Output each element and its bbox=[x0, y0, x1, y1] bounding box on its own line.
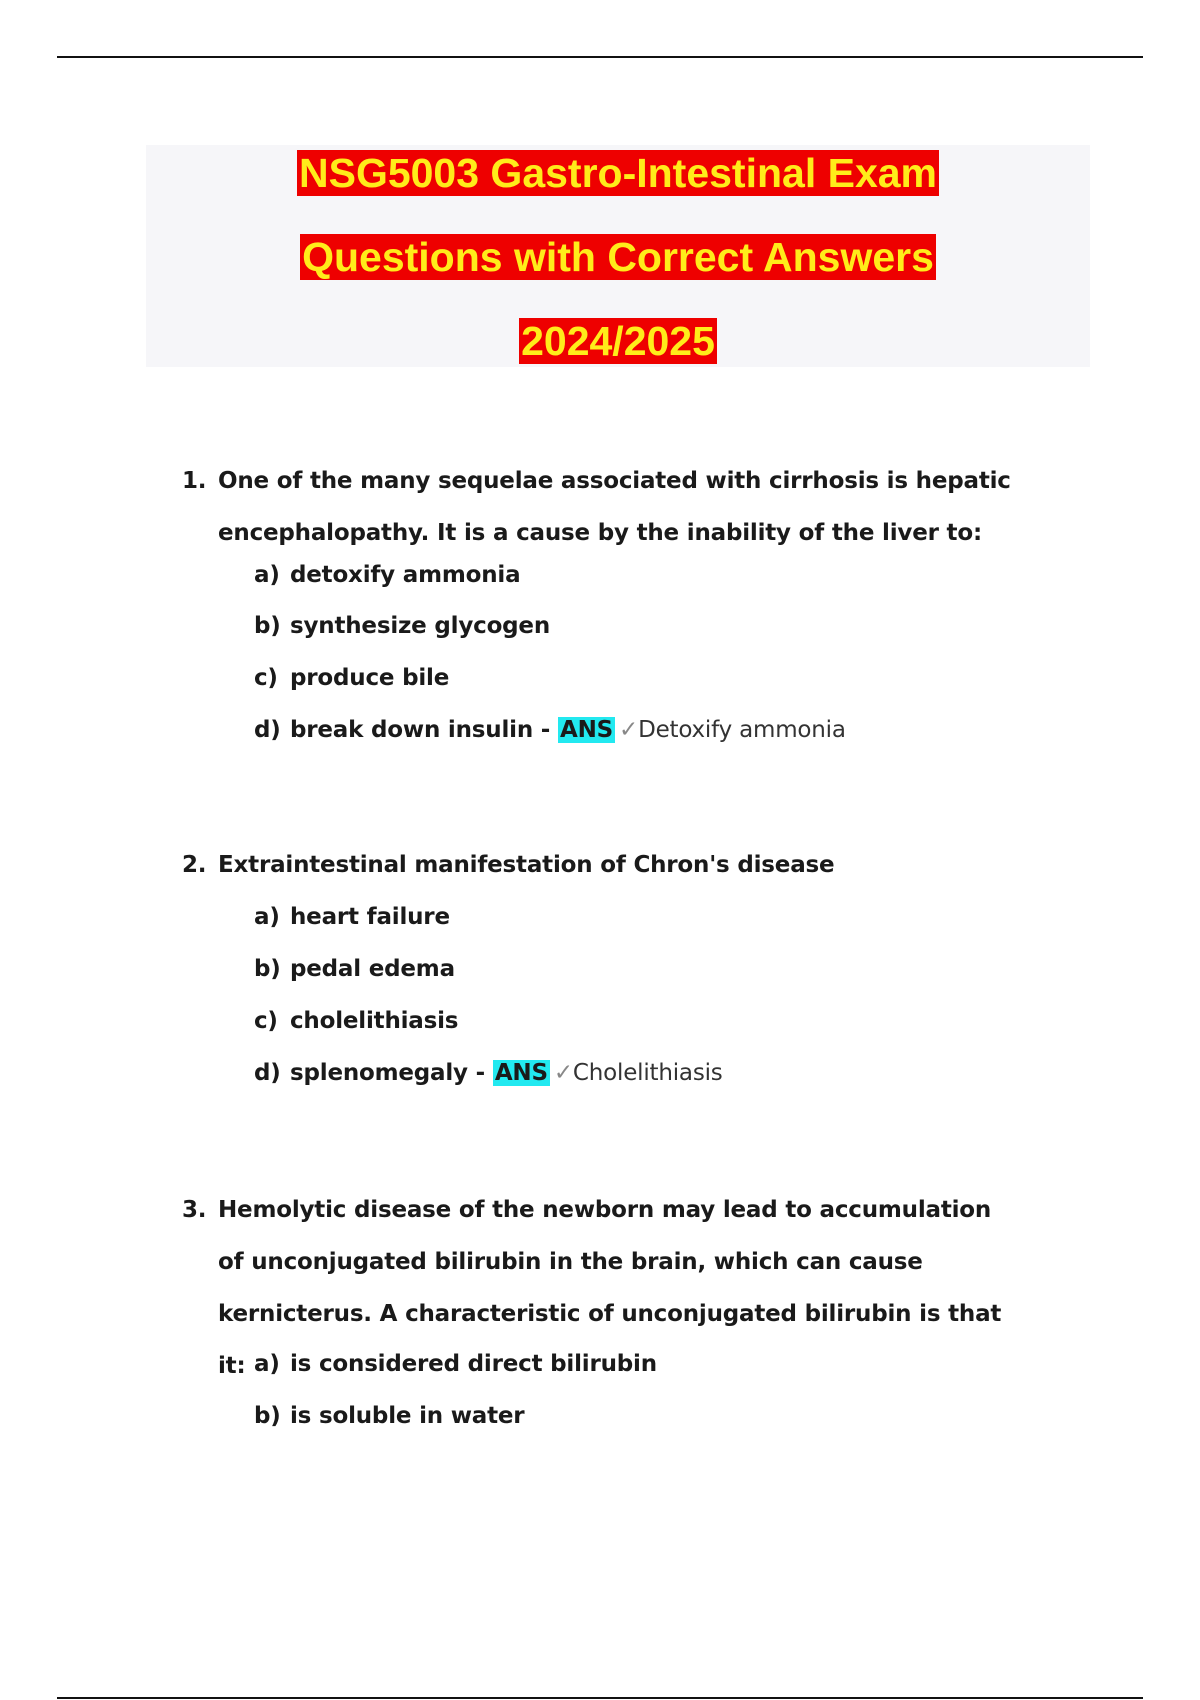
option-3b: b) is soluble in water bbox=[254, 1403, 525, 1429]
question-number: 1. bbox=[182, 468, 207, 494]
answer-text: Cholelithiasis bbox=[572, 1060, 723, 1086]
question-text: One of the many sequelae associated with cirrhosis is hepatic encephalopathy. It is a cause by the inability of the liver to: bbox=[218, 468, 1011, 546]
option-1d: d) break down insulin - ANS ✓Detoxify ammonia bbox=[254, 717, 846, 743]
question-number: 2. bbox=[182, 852, 207, 878]
check-icon: ✓ bbox=[553, 1060, 573, 1086]
option-2d: d) splenomegaly - ANS ✓Cholelithiasis bbox=[254, 1060, 723, 1086]
ans-tag: ANS bbox=[494, 1060, 548, 1086]
question-text: Extraintestinal manifestation of Chron's disease bbox=[218, 852, 835, 878]
title-line-3: 2024/2025 bbox=[521, 318, 715, 364]
check-icon: ✓ bbox=[618, 717, 639, 743]
option-2c: c) cholelithiasis bbox=[254, 1008, 459, 1034]
footer-rule bbox=[57, 1697, 1143, 1699]
question-text: Hemolytic disease of the newborn may lead to accumulation of unconjugated bilirubin in the brain, which can cause kernicterus. A characteristic of unconjugated bilirubin is that it: bbox=[218, 1197, 1002, 1379]
option-2b: b) pedal edema bbox=[254, 956, 455, 982]
title-line-2: Questions with Correct Answers bbox=[302, 234, 934, 280]
title-block bbox=[146, 145, 1090, 367]
option-1c: c) produce bile bbox=[254, 665, 450, 691]
option-3a: a) is considered direct bilirubin bbox=[254, 1351, 657, 1377]
answer-text: Detoxify ammonia bbox=[638, 717, 846, 743]
ans-tag: ANS bbox=[559, 717, 613, 743]
header-rule bbox=[57, 56, 1143, 58]
option-1b: b) synthesize glycogen bbox=[254, 613, 551, 639]
option-1a: a) detoxify ammonia bbox=[254, 562, 521, 588]
option-2a: a) heart failure bbox=[254, 904, 450, 930]
title-line-1: NSG5003 Gastro-Intestinal Exam bbox=[298, 150, 938, 196]
question-number: 3. bbox=[182, 1197, 207, 1223]
